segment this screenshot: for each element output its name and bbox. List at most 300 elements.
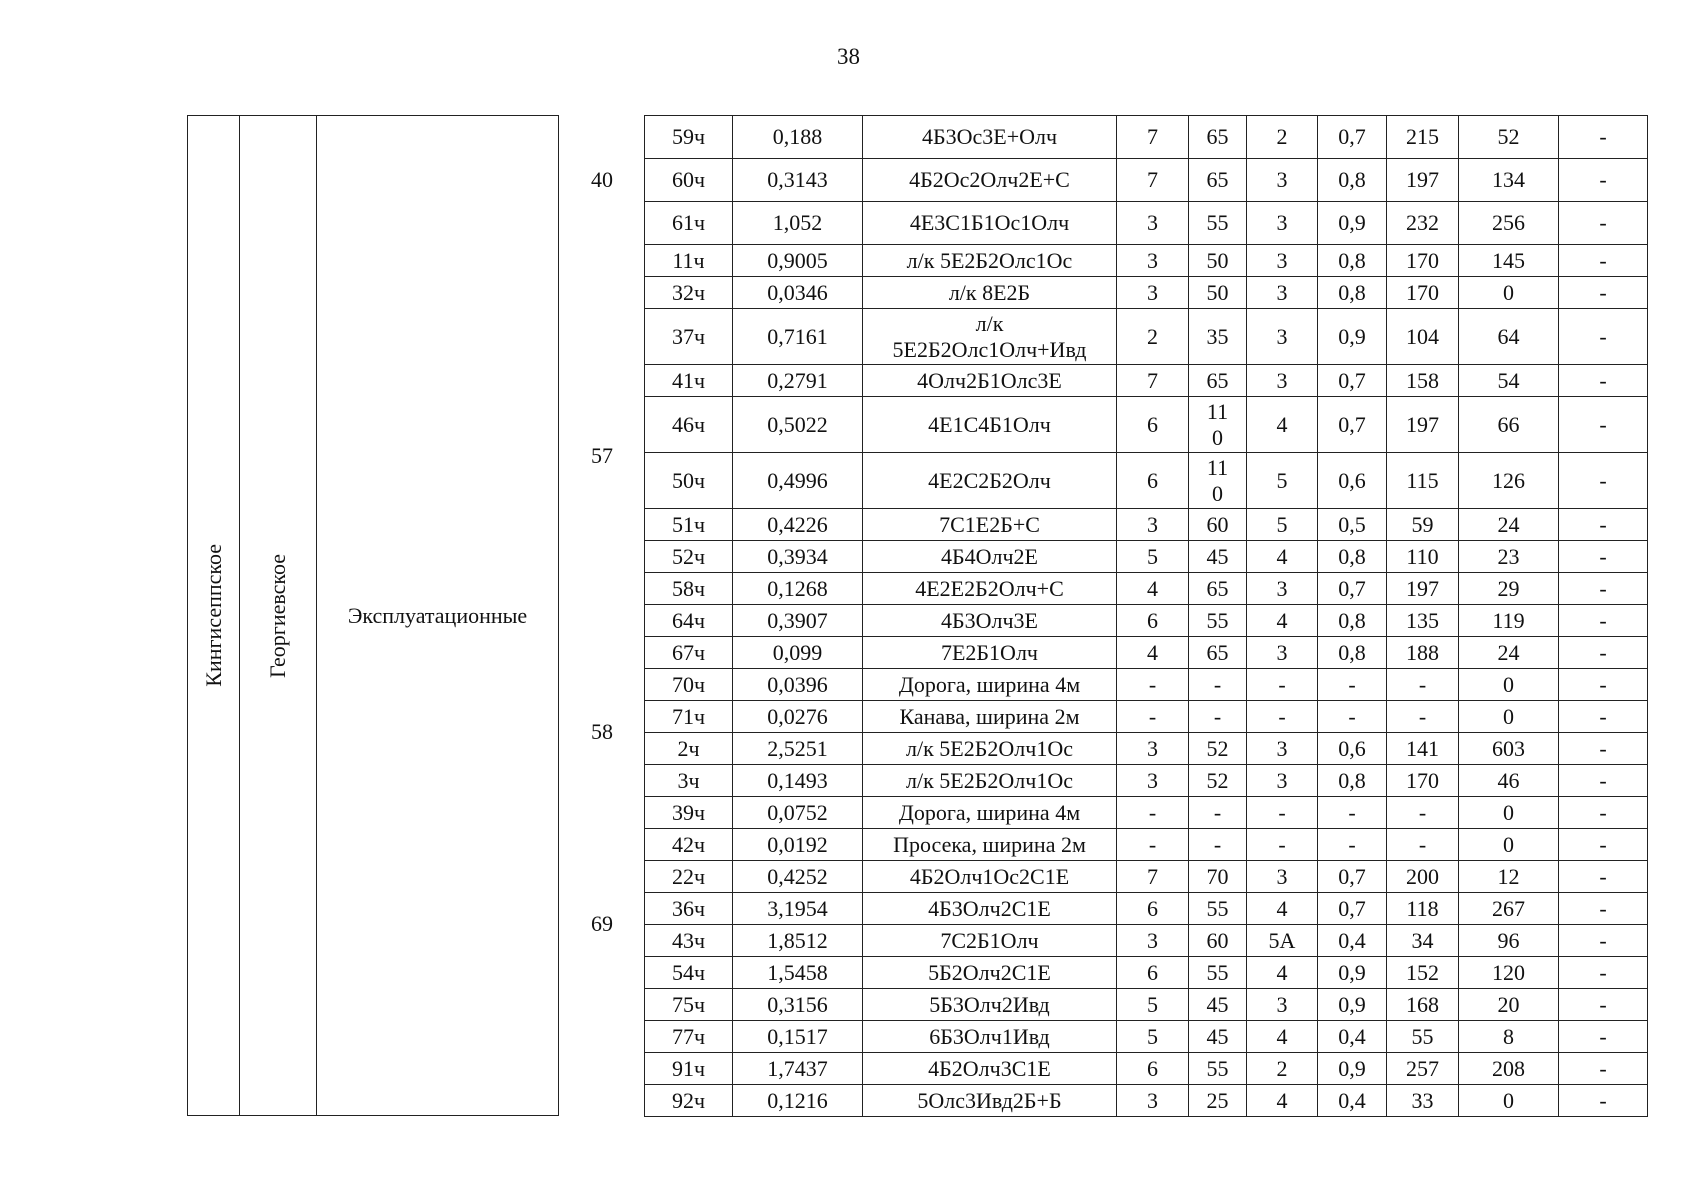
plot-number-cell: 59ч: [645, 116, 733, 159]
table-row: [645, 309, 1648, 365]
area-cell: 0,4252: [733, 861, 863, 893]
age-cell: 65: [1189, 573, 1247, 605]
age-cell: 50: [1189, 245, 1247, 277]
stock-per-ha-cell: 197: [1387, 573, 1459, 605]
note-cell: -: [1559, 605, 1648, 637]
stock-per-ha-cell: 197: [1387, 397, 1459, 453]
note-cell: -: [1559, 957, 1648, 989]
table-row: [645, 701, 1648, 733]
table-row: [645, 509, 1648, 541]
table-row: [645, 159, 1648, 202]
density-cell: 0,7: [1318, 861, 1387, 893]
density-cell: 0,4: [1318, 1021, 1387, 1053]
area-cell: 0,3156: [733, 989, 863, 1021]
stock-total-cell: 52: [1459, 116, 1559, 159]
stock-total-cell: 23: [1459, 541, 1559, 573]
area-cell: 0,1268: [733, 573, 863, 605]
age-class-cell: -: [1117, 797, 1189, 829]
density-cell: 0,8: [1318, 277, 1387, 309]
plot-number-cell: 77ч: [645, 1021, 733, 1053]
age-class-cell: 3: [1117, 277, 1189, 309]
composition-cell: 4Б2Ос2Олч2Е+С: [863, 159, 1117, 202]
stock-total-cell: 0: [1459, 669, 1559, 701]
plot-number-cell: 61ч: [645, 202, 733, 245]
stock-per-ha-cell: 168: [1387, 989, 1459, 1021]
density-cell: 0,9: [1318, 309, 1387, 365]
table-row: [645, 365, 1648, 397]
composition-cell: Дорога, ширина 4м: [863, 669, 1117, 701]
note-cell: -: [1559, 116, 1648, 159]
area-cell: 0,1517: [733, 1021, 863, 1053]
density-cell: -: [1318, 669, 1387, 701]
forest-category: Эксплуатационные: [347, 602, 528, 628]
age-cell: -: [1189, 829, 1247, 861]
bonitet-cell: 4: [1247, 1021, 1318, 1053]
bonitet-cell: 4: [1247, 893, 1318, 925]
stock-total-cell: 0: [1459, 701, 1559, 733]
plot-number-cell: 51ч: [645, 509, 733, 541]
age-class-cell: 6: [1117, 1053, 1189, 1085]
plot-number-cell: 22ч: [645, 861, 733, 893]
plot-table: [644, 115, 1648, 1117]
age-class-cell: 4: [1117, 637, 1189, 669]
stock-per-ha-cell: 152: [1387, 957, 1459, 989]
age-cell: 11 0: [1189, 397, 1247, 453]
age-cell: 55: [1189, 893, 1247, 925]
density-cell: 0,8: [1318, 605, 1387, 637]
plot-number-cell: 64ч: [645, 605, 733, 637]
density-cell: -: [1318, 701, 1387, 733]
age-class-cell: 5: [1117, 541, 1189, 573]
stock-total-cell: 120: [1459, 957, 1559, 989]
bonitet-cell: -: [1247, 829, 1318, 861]
age-class-cell: 6: [1117, 957, 1189, 989]
composition-cell: 5Олс3Ивд2Б+Б: [863, 1085, 1117, 1117]
age-class-cell: 6: [1117, 893, 1189, 925]
bonitet-cell: 3: [1247, 309, 1318, 365]
stock-total-cell: 126: [1459, 453, 1559, 509]
area-cell: 1,5458: [733, 957, 863, 989]
bonitet-cell: 2: [1247, 116, 1318, 159]
bonitet-cell: 3: [1247, 765, 1318, 797]
table-row: [645, 637, 1648, 669]
age-cell: 45: [1189, 1021, 1247, 1053]
age-cell: 25: [1189, 1085, 1247, 1117]
note-cell: -: [1559, 202, 1648, 245]
plot-number-cell: 92ч: [645, 1085, 733, 1117]
density-cell: 0,4: [1318, 925, 1387, 957]
forestry-name: Георгиевское: [265, 553, 290, 678]
table-row: [645, 829, 1648, 861]
area-cell: 0,0396: [733, 669, 863, 701]
plot-number-cell: 75ч: [645, 989, 733, 1021]
bonitet-cell: 4: [1247, 605, 1318, 637]
age-class-cell: 3: [1117, 765, 1189, 797]
age-cell: 60: [1189, 509, 1247, 541]
plot-number-cell: 50ч: [645, 453, 733, 509]
age-cell: 55: [1189, 957, 1247, 989]
plot-number-cell: 46ч: [645, 397, 733, 453]
composition-cell: 6Б3Олч1Ивд: [863, 1021, 1117, 1053]
age-cell: 50: [1189, 277, 1247, 309]
bonitet-cell: -: [1247, 701, 1318, 733]
composition-cell: 7Е2Б1Олч: [863, 637, 1117, 669]
density-cell: 0,6: [1318, 733, 1387, 765]
note-cell: -: [1559, 453, 1648, 509]
age-class-cell: 3: [1117, 1085, 1189, 1117]
plot-number-cell: 42ч: [645, 829, 733, 861]
stock-per-ha-cell: 197: [1387, 159, 1459, 202]
stock-total-cell: 256: [1459, 202, 1559, 245]
table-row: [645, 605, 1648, 637]
stock-per-ha-cell: 115: [1387, 453, 1459, 509]
note-cell: -: [1559, 573, 1648, 605]
area-cell: 0,1493: [733, 765, 863, 797]
stock-total-cell: 29: [1459, 573, 1559, 605]
plot-number-cell: 58ч: [645, 573, 733, 605]
composition-cell: 4Е3С1Б1Ос1Олч: [863, 202, 1117, 245]
stock-per-ha-cell: -: [1387, 669, 1459, 701]
age-cell: 65: [1189, 159, 1247, 202]
note-cell: -: [1559, 541, 1648, 573]
stock-per-ha-cell: -: [1387, 701, 1459, 733]
stock-per-ha-cell: 170: [1387, 765, 1459, 797]
stock-per-ha-cell: 200: [1387, 861, 1459, 893]
plot-number-cell: 67ч: [645, 637, 733, 669]
age-cell: 65: [1189, 637, 1247, 669]
area-cell: 0,7161: [733, 309, 863, 365]
area-cell: 0,0192: [733, 829, 863, 861]
age-class-cell: -: [1117, 701, 1189, 733]
age-class-cell: 7: [1117, 365, 1189, 397]
composition-cell: 4Е2С2Б2Олч: [863, 453, 1117, 509]
composition-cell: 5Б3Олч2Ивд: [863, 989, 1117, 1021]
plot-number-cell: 36ч: [645, 893, 733, 925]
density-cell: 0,8: [1318, 541, 1387, 573]
density-cell: 0,4: [1318, 1085, 1387, 1117]
bonitet-cell: -: [1247, 797, 1318, 829]
left-header-block: [187, 115, 559, 1116]
density-cell: 0,8: [1318, 637, 1387, 669]
stock-total-cell: 8: [1459, 1021, 1559, 1053]
area-cell: 0,0346: [733, 277, 863, 309]
age-class-cell: 5: [1117, 1021, 1189, 1053]
age-class-cell: 5: [1117, 989, 1189, 1021]
bonitet-cell: 3: [1247, 861, 1318, 893]
composition-cell: 4Б2Олч1Ос2С1Е: [863, 861, 1117, 893]
bonitet-cell: 3: [1247, 637, 1318, 669]
density-cell: 0,9: [1318, 1053, 1387, 1085]
area-cell: 0,2791: [733, 365, 863, 397]
area-cell: 1,8512: [733, 925, 863, 957]
forestry-cell: [240, 116, 317, 1115]
area-cell: 0,0752: [733, 797, 863, 829]
age-cell: 52: [1189, 765, 1247, 797]
bonitet-cell: 3: [1247, 365, 1318, 397]
composition-cell: Просека, ширина 2м: [863, 829, 1117, 861]
stock-total-cell: 54: [1459, 365, 1559, 397]
note-cell: -: [1559, 509, 1648, 541]
age-cell: -: [1189, 797, 1247, 829]
note-cell: -: [1559, 797, 1648, 829]
area-cell: 0,4996: [733, 453, 863, 509]
stock-per-ha-cell: 59: [1387, 509, 1459, 541]
age-cell: 65: [1189, 116, 1247, 159]
plot-number-cell: 3ч: [645, 765, 733, 797]
bonitet-cell: 5: [1247, 453, 1318, 509]
stock-total-cell: 46: [1459, 765, 1559, 797]
stock-total-cell: 96: [1459, 925, 1559, 957]
bonitet-cell: 4: [1247, 1085, 1318, 1117]
note-cell: -: [1559, 765, 1648, 797]
table-row: [645, 925, 1648, 957]
note-cell: -: [1559, 397, 1648, 453]
age-cell: 45: [1189, 989, 1247, 1021]
age-class-cell: 3: [1117, 202, 1189, 245]
plot-number-cell: 43ч: [645, 925, 733, 957]
stock-per-ha-cell: 104: [1387, 309, 1459, 365]
table-row: [645, 765, 1648, 797]
stock-per-ha-cell: 33: [1387, 1085, 1459, 1117]
composition-cell: 4Е2Е2Б2Олч+С: [863, 573, 1117, 605]
composition-cell: 4Е1С4Б1Олч: [863, 397, 1117, 453]
stock-total-cell: 0: [1459, 1085, 1559, 1117]
bonitet-cell: 2: [1247, 1053, 1318, 1085]
district-cell: [188, 116, 240, 1115]
area-cell: 0,9005: [733, 245, 863, 277]
note-cell: -: [1559, 637, 1648, 669]
plot-number-cell: 54ч: [645, 957, 733, 989]
plot-number-cell: 52ч: [645, 541, 733, 573]
age-class-cell: 4: [1117, 573, 1189, 605]
kvartal-column: [580, 115, 624, 1116]
bonitet-cell: 4: [1247, 397, 1318, 453]
density-cell: 0,8: [1318, 159, 1387, 202]
kvartal-number: 40: [591, 166, 613, 192]
density-cell: 0,8: [1318, 765, 1387, 797]
stock-total-cell: 0: [1459, 797, 1559, 829]
note-cell: -: [1559, 159, 1648, 202]
composition-cell: 4Б3Олч2С1Е: [863, 893, 1117, 925]
note-cell: -: [1559, 989, 1648, 1021]
composition-cell: 4Б3Олч3Е: [863, 605, 1117, 637]
area-cell: 0,188: [733, 116, 863, 159]
plot-number-cell: 41ч: [645, 365, 733, 397]
note-cell: -: [1559, 925, 1648, 957]
age-class-cell: 7: [1117, 861, 1189, 893]
bonitet-cell: 4: [1247, 957, 1318, 989]
density-cell: 0,8: [1318, 245, 1387, 277]
stock-per-ha-cell: 170: [1387, 277, 1459, 309]
age-class-cell: 7: [1117, 159, 1189, 202]
bonitet-cell: 4: [1247, 541, 1318, 573]
note-cell: -: [1559, 245, 1648, 277]
plot-number-cell: 91ч: [645, 1053, 733, 1085]
composition-cell: л/к 5Е2Б2Олч1Ос: [863, 733, 1117, 765]
stock-per-ha-cell: 158: [1387, 365, 1459, 397]
note-cell: -: [1559, 365, 1648, 397]
kvartal-number: 58: [591, 719, 613, 744]
stock-per-ha-cell: -: [1387, 829, 1459, 861]
stock-total-cell: 64: [1459, 309, 1559, 365]
plot-number-cell: 11ч: [645, 245, 733, 277]
bonitet-cell: 3: [1247, 202, 1318, 245]
stock-per-ha-cell: 215: [1387, 116, 1459, 159]
table-row: [645, 116, 1648, 159]
bonitet-cell: 5: [1247, 509, 1318, 541]
age-class-cell: 7: [1117, 116, 1189, 159]
age-class-cell: 3: [1117, 245, 1189, 277]
composition-cell: 4Б3Ос3Е+Олч: [863, 116, 1117, 159]
note-cell: -: [1559, 1021, 1648, 1053]
bonitet-cell: 3: [1247, 573, 1318, 605]
density-cell: 0,7: [1318, 116, 1387, 159]
district-name: Кингисеппское: [200, 544, 226, 687]
bonitet-cell: 3: [1247, 733, 1318, 765]
table-row: [645, 893, 1648, 925]
stock-per-ha-cell: -: [1387, 797, 1459, 829]
composition-cell: 5Б2Олч2С1Е: [863, 957, 1117, 989]
area-cell: 0,5022: [733, 397, 863, 453]
plot-number-cell: 70ч: [645, 669, 733, 701]
stock-per-ha-cell: 188: [1387, 637, 1459, 669]
stock-total-cell: 0: [1459, 277, 1559, 309]
age-cell: 45: [1189, 541, 1247, 573]
age-cell: 55: [1189, 605, 1247, 637]
bonitet-cell: 3: [1247, 989, 1318, 1021]
plot-number-cell: 37ч: [645, 309, 733, 365]
note-cell: -: [1559, 277, 1648, 309]
area-cell: 0,3143: [733, 159, 863, 202]
bonitet-cell: 3: [1247, 245, 1318, 277]
table-row: [645, 1021, 1648, 1053]
composition-cell: л/к 8Е2Б: [863, 277, 1117, 309]
age-cell: 35: [1189, 309, 1247, 365]
stock-per-ha-cell: 232: [1387, 202, 1459, 245]
age-cell: -: [1189, 669, 1247, 701]
area-cell: 0,0276: [733, 701, 863, 733]
age-cell: 70: [1189, 861, 1247, 893]
stock-total-cell: 119: [1459, 605, 1559, 637]
table-row: [645, 453, 1648, 509]
area-cell: 0,1216: [733, 1085, 863, 1117]
bonitet-cell: 5А: [1247, 925, 1318, 957]
table-row: [645, 797, 1648, 829]
composition-cell: 4Олч2Б1Олс3Е: [863, 365, 1117, 397]
stock-per-ha-cell: 34: [1387, 925, 1459, 957]
stock-total-cell: 603: [1459, 733, 1559, 765]
area-cell: 2,5251: [733, 733, 863, 765]
bonitet-cell: 3: [1247, 277, 1318, 309]
area-cell: 1,7437: [733, 1053, 863, 1085]
kvartal-number: 57: [591, 443, 613, 468]
density-cell: 0,7: [1318, 365, 1387, 397]
age-class-cell: 6: [1117, 453, 1189, 509]
age-class-cell: 3: [1117, 733, 1189, 765]
age-cell: 52: [1189, 733, 1247, 765]
age-class-cell: 3: [1117, 925, 1189, 957]
density-cell: -: [1318, 797, 1387, 829]
stock-per-ha-cell: 141: [1387, 733, 1459, 765]
density-cell: 0,6: [1318, 453, 1387, 509]
composition-cell: Канава, ширина 2м: [863, 701, 1117, 733]
age-class-cell: 2: [1117, 309, 1189, 365]
kvartal-number: 69: [591, 911, 613, 936]
age-class-cell: 6: [1117, 397, 1189, 453]
note-cell: -: [1559, 1053, 1648, 1085]
composition-cell: л/к 5Е2Б2Олс1Ос: [863, 245, 1117, 277]
density-cell: -: [1318, 829, 1387, 861]
note-cell: -: [1559, 861, 1648, 893]
stock-total-cell: 12: [1459, 861, 1559, 893]
density-cell: 0,7: [1318, 397, 1387, 453]
density-cell: 0,9: [1318, 989, 1387, 1021]
note-cell: -: [1559, 701, 1648, 733]
table-row: [645, 1053, 1648, 1085]
table-row: [645, 541, 1648, 573]
note-cell: -: [1559, 733, 1648, 765]
table-row: [645, 202, 1648, 245]
stock-per-ha-cell: 55: [1387, 1021, 1459, 1053]
age-cell: 55: [1189, 202, 1247, 245]
age-class-cell: -: [1117, 669, 1189, 701]
composition-cell: 7С1Е2Б+С: [863, 509, 1117, 541]
age-cell: 65: [1189, 365, 1247, 397]
composition-cell: Дорога, ширина 4м: [863, 797, 1117, 829]
area-cell: 1,052: [733, 202, 863, 245]
table-row: [645, 989, 1648, 1021]
density-cell: 0,7: [1318, 573, 1387, 605]
table-row: [645, 245, 1648, 277]
composition-cell: л/к 5Е2Б2Олч1Ос: [863, 765, 1117, 797]
table-row: [645, 669, 1648, 701]
composition-cell: 4Б4Олч2Е: [863, 541, 1117, 573]
age-cell: 60: [1189, 925, 1247, 957]
note-cell: -: [1559, 1085, 1648, 1117]
plot-number-cell: 60ч: [645, 159, 733, 202]
plot-number-cell: 39ч: [645, 797, 733, 829]
note-cell: -: [1559, 669, 1648, 701]
density-cell: 0,5: [1318, 509, 1387, 541]
stock-total-cell: 0: [1459, 829, 1559, 861]
age-class-cell: 6: [1117, 605, 1189, 637]
table-row: [645, 397, 1648, 453]
plot-number-cell: 71ч: [645, 701, 733, 733]
stock-total-cell: 24: [1459, 637, 1559, 669]
stock-per-ha-cell: 135: [1387, 605, 1459, 637]
note-cell: -: [1559, 893, 1648, 925]
density-cell: 0,7: [1318, 893, 1387, 925]
area-cell: 0,4226: [733, 509, 863, 541]
plot-number-cell: 32ч: [645, 277, 733, 309]
age-cell: 11 0: [1189, 453, 1247, 509]
plot-number-cell: 2ч: [645, 733, 733, 765]
density-cell: 0,9: [1318, 957, 1387, 989]
stock-per-ha-cell: 110: [1387, 541, 1459, 573]
composition-cell: л/к 5Е2Б2Олс1Олч+Ивд: [863, 309, 1117, 365]
page-number: 38: [837, 44, 860, 69]
table-row: [645, 733, 1648, 765]
area-cell: 0,3934: [733, 541, 863, 573]
note-cell: -: [1559, 309, 1648, 365]
table-row: [645, 1085, 1648, 1117]
stock-per-ha-cell: 257: [1387, 1053, 1459, 1085]
composition-cell: 4Б2Олч3С1Е: [863, 1053, 1117, 1085]
bonitet-cell: 3: [1247, 159, 1318, 202]
table-row: [645, 957, 1648, 989]
category-cell: [317, 116, 558, 1115]
note-cell: -: [1559, 829, 1648, 861]
